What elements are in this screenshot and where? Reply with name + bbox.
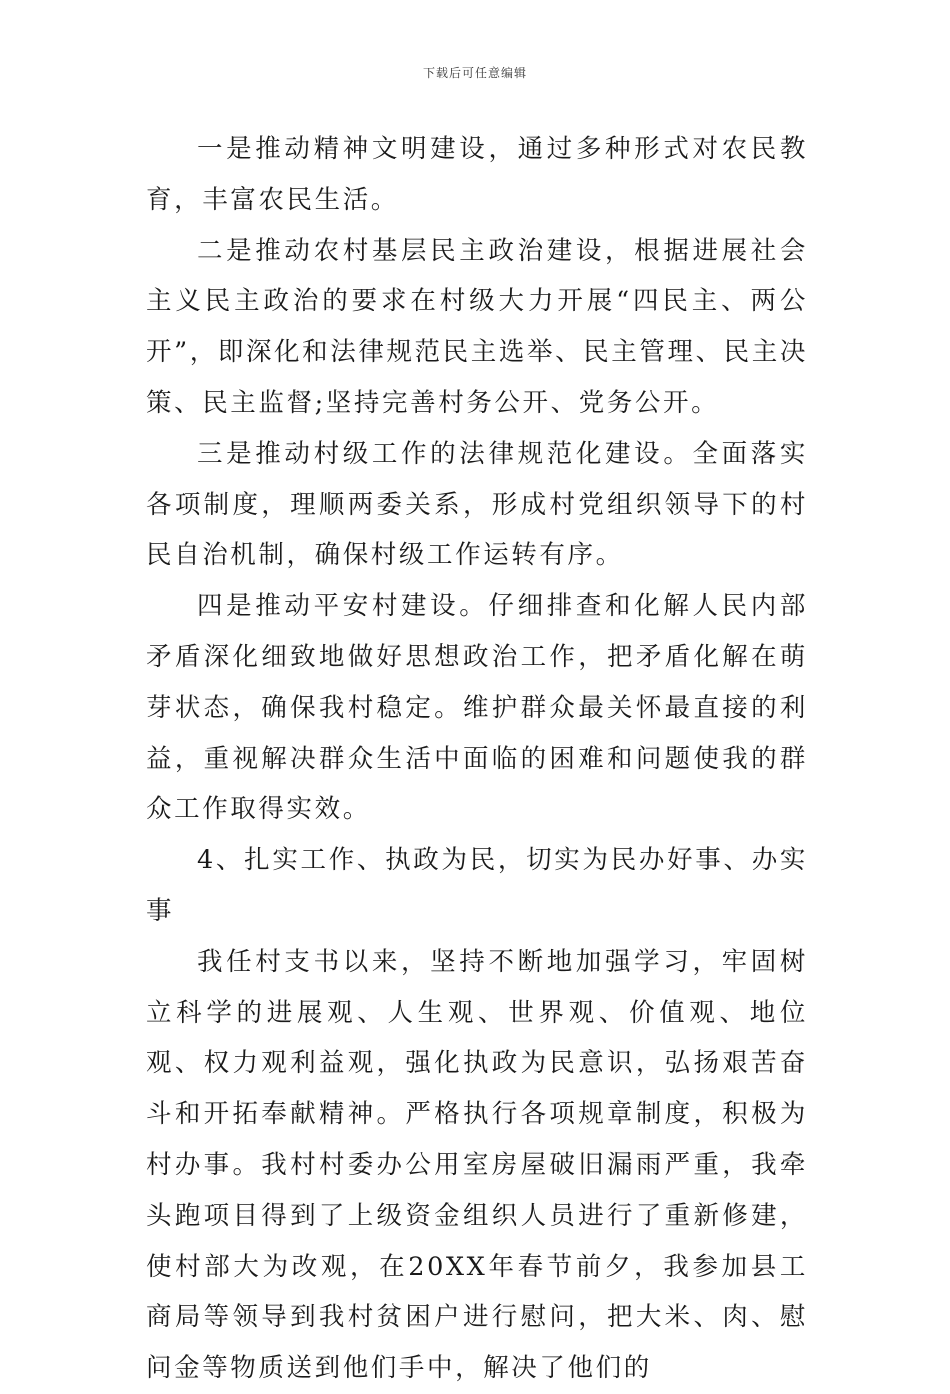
paragraph-village-work-regulation: 三是推动村级工作的法律规范化建设。全面落实各项制度，理顺两委关系，形成村党组织领导下的村民自治机制，确保村级工作运转有序。 bbox=[146, 438, 808, 571]
paragraph-grassroots-democracy: 二是推动农村基层民主政治建设，根据进展社会主义民主政治的要求在村级大力开展“四民主、两公开”，即深化和法律规范民主选举、民主管理、民主决策、民主监督;坚持完善村务公开、党务公开。 bbox=[146, 235, 808, 418]
page-header-note: 下载后可任意编辑 bbox=[422, 66, 527, 80]
document-body bbox=[146, 124, 808, 1394]
paragraph-safe-village: 四是推动平安村建设。仔细排查和化解人民内部矛盾深化细致地做好思想政治工作，把矛盾化解在萌芽状态，确保我村稳定。维护群众最关怀最直接的利益，重视解决群众生活中面临的困难和问题使我的群众工作取得实效。 bbox=[146, 591, 808, 825]
paragraph-personal-work: 我任村支书以来，坚持不断地加强学习，牢固树立科学的进展观、人生观、世界观、价值观、地位观、权力观利益观，强化执政为民意识，弘扬艰苦奋斗和开拓奉献精神。严格执行各项规章制度，积极为村办事。我村村委办公用室房屋破旧漏雨严重，我牵头跑项目得到了上级资金组织人员进行了重新修建，使村部大为改观，在20XX年春节前夕，我参加县工商局等领导到我村贫困户进行慰问，把大米、肉、慰问金等物质送到他们手中，解决了他们的 bbox=[146, 946, 808, 1384]
paragraph-spiritual-civilization: 一是推动精神文明建设，通过多种形式对农民教育，丰富农民生活。 bbox=[146, 134, 808, 215]
section-heading-solid-work: 4、扎实工作、执政为民，切实为民办好事、办实事 bbox=[146, 845, 808, 926]
